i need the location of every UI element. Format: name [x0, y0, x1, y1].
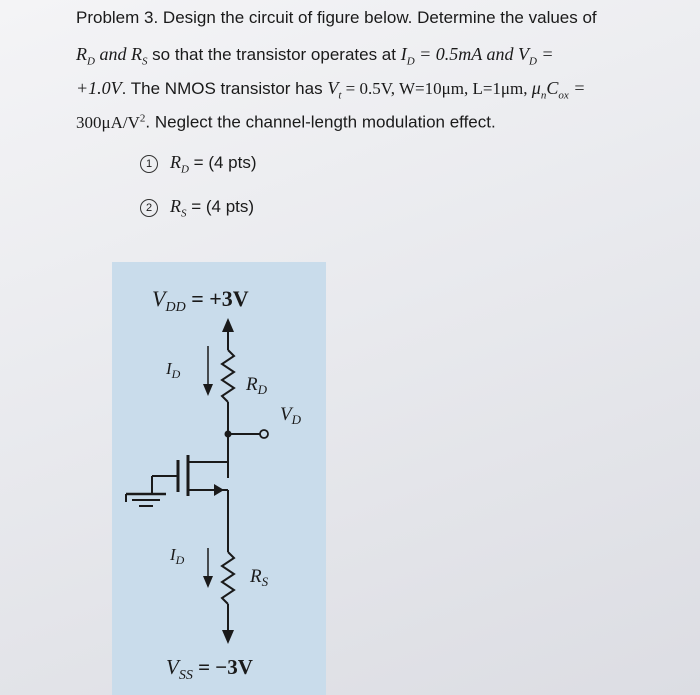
- vss-label: $V_{SS} = -3V$: [166, 655, 253, 683]
- question-rs: 2 $R_S = (4$ pts): [140, 196, 254, 220]
- problem-line-2: $R_D$ and $R_S$ so that the transistor operates at $I_D = 0.5mA$ and $V_D$ =: [76, 44, 554, 68]
- vss-arrow: [222, 630, 234, 644]
- id-bottom-label: $I_D$: [170, 545, 185, 567]
- question-rd: 1 $R_D = (4$ pts): [140, 152, 257, 176]
- vdd-label: $V_{DD} = +3V$: [152, 286, 249, 315]
- id-top-label: $I_D$: [166, 359, 181, 381]
- mucox-value: $300\mu A/V^2$: [76, 112, 146, 132]
- id-top-arrowhead: [203, 384, 213, 396]
- vd-label: $V_D$: [280, 404, 301, 427]
- question-number: 1: [140, 155, 158, 173]
- rd-label: $R_D$: [246, 374, 267, 397]
- source-arrow: [214, 484, 224, 496]
- rd-symbol: $R_D$: [76, 44, 95, 68]
- mucox-symbol: $\mu_nC_{ox}$ =: [531, 78, 586, 102]
- vdd-arrow: [222, 318, 234, 332]
- vt-symbol: $V_t$: [327, 78, 342, 102]
- id-symbol: $I_D = 0.5mA$ and $V_D$ =: [400, 44, 554, 68]
- circuit-figure: [112, 262, 326, 695]
- vd-terminal: [260, 430, 268, 438]
- id-bottom-arrowhead: [203, 576, 213, 588]
- problem-line-4: $300\mu A/V^2$. Neglect the channel-length modulation effect.: [76, 112, 496, 132]
- rs-symbol: $R_S$: [130, 44, 148, 68]
- question-number: 2: [140, 199, 158, 217]
- circuit-diagram: [112, 262, 326, 695]
- rd-resistor: [222, 350, 234, 402]
- rs-label: $R_S$: [250, 566, 269, 589]
- problem-line-3: +1.0V. The NMOS transistor has $V_t = 0.5V$, W=10μm, L=1μm, $\mu_nC_{ox}$ =: [76, 78, 586, 102]
- rs-resistor: [222, 552, 234, 604]
- problem-heading: Problem 3. Design the circuit of figure below. Determine the values of: [76, 8, 597, 27]
